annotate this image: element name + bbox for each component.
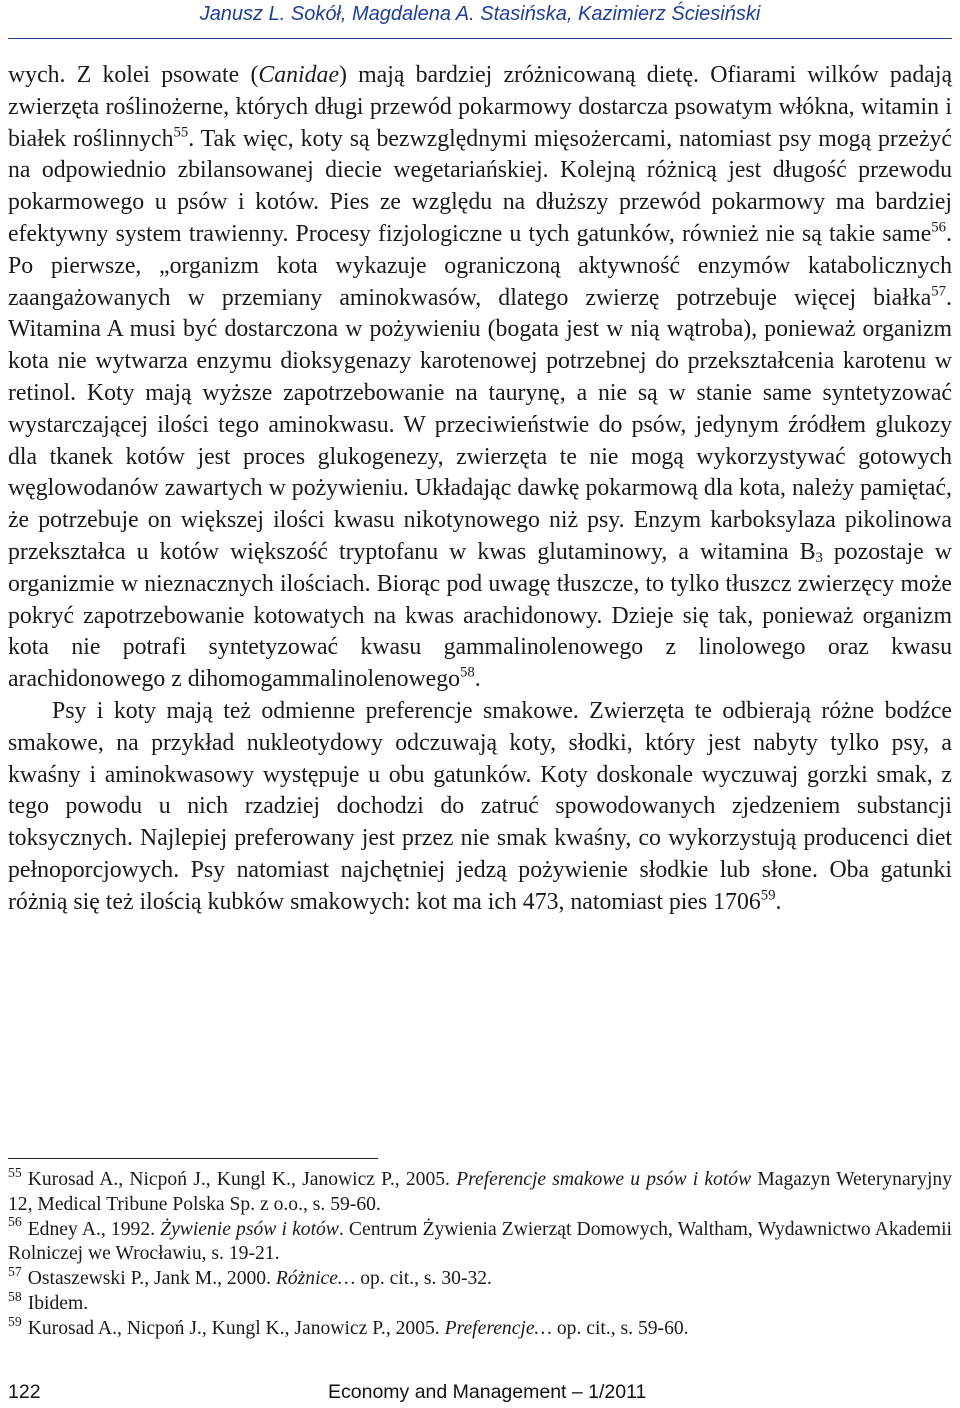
footnote-number: 59 <box>8 1313 22 1329</box>
footnote-text: op. cit., s. 59-60. <box>551 1317 689 1339</box>
footnote-text: Edney A., 1992. <box>27 1218 161 1240</box>
footnote-ref-56[interactable]: 56 <box>931 219 947 236</box>
running-header: Janusz L. Sokół, Magdalena A. Stasińska, Kazimierz Ściesiński <box>199 3 761 25</box>
footnote-ref-57[interactable]: 57 <box>931 283 947 299</box>
journal-title: Economy and Management – 1/2011 <box>328 1381 647 1403</box>
text-run: . <box>775 888 782 915</box>
footnote-number: 58 <box>8 1288 22 1304</box>
footnote-text: Ibidem. <box>27 1292 89 1314</box>
paragraph-2 <box>8 696 952 919</box>
text-run: . Po pierwsze, „organizm kota wykazuje ograniczoną aktywność enzymów katabolicznych zaangażowanych w przemiany aminokwasów, dlatego zwierzę potrzebuje więcej białka <box>8 220 952 311</box>
text-run: wych. Z kolei psowate ( <box>8 62 259 88</box>
footnote-55 <box>8 1164 953 1218</box>
header-divider <box>8 38 952 39</box>
page-number: 122 <box>8 1381 41 1403</box>
footnote-number: 56 <box>8 1214 22 1230</box>
footnote-title: Różnice… <box>275 1268 356 1290</box>
latin-name: Canidae <box>258 62 340 88</box>
footnote-title: Preferencje smakowe u psów i kotów <box>456 1169 752 1190</box>
text-run: . Witamina A musi być dostarczona w pożywieniu (bogata jest w nią wątroba), ponieważ organizm kota nie wytwarza enzymu dioksygenazy karotenowej potrzebnej do przekształcenia karotenu w retinol. Koty mają wyższe zapotrzebowanie na taurynę, a nie są w stanie same syntetyzować wystarczającej ilości tego aminokwasu. W przeciwieństwie do psów, jedynym źródłem glukozy dla tkanek kotów jest proces glukogenezy, zwierzęta te nie mogą wykorzystywać gotowych węglowodanów zawartych w pożywieniu. Układając dawkę pokarmową dla kota, należy pamiętać, że potrzebuje on większej ilości kwasu nikotynowego niż psy. Enzym karboksylaza pikolinowa przekształca u kotów większość tryptofanu w kwas glutaminowy, a witamina B <box>8 284 952 565</box>
footnote-ref-59[interactable]: 59 <box>760 887 776 904</box>
text-run: pozostaje w organizmie w nieznacznych ilościach. Biorąc pod uwagę tłuszcze, to tylko tłuszcz zwierzęcy może pokryć zapotrzebowanie kotowatych na kwas arachidonowy. Dzieje się tak, ponieważ organizm kota nie potrafi syntetyzować kwasu gammalinolenowego z linolowego oraz kwasu arachidonowego z dihomogammalinolenowego <box>8 538 952 693</box>
footnote-text: Ostaszewski P., Jank M., 2000. <box>27 1268 276 1290</box>
footnote-56 <box>8 1214 953 1268</box>
footnote-text: op. cit., s. 30-32. <box>355 1268 492 1290</box>
footnote-ref-58[interactable]: 58 <box>460 664 475 681</box>
text-run: Psy i koty mają też odmienne preferencje smakowe. Zwierzęta te odbierają różne bodźce smakowe, na przykład nukleotydowy odczuwają koty, słodki, który jest nabyty tylko psy, a kwaśny i aminokwasowy występuje u obu gatunków. Koty doskonale wyczuwaj gorzki smak, z tego powodu u nich rzadziej dochodzi do zatruć spowodowanych zjedzeniem substancji toksycznych. Najlepiej preferowany jest przez nie smak kwaśny, co wykorzystują producenci diet pełnoporcjowych. Psy natomiast najchętniej jedzą pożywienie słodkie lub słone. Oba gatunki różnią się też ilością kubków smakowych: kot ma ich 473, natomiast pies 1706 <box>8 697 952 915</box>
footnote-text: Magazyn Weterynaryjny 12, Medical Tribune Polska Sp. z o.o., s. 59-60. <box>8 1169 953 1215</box>
footnote-57 <box>8 1263 952 1292</box>
subscript-3: 3 <box>815 549 823 566</box>
text-run: . Tak więc, koty są bezwzględnymi mięsożercami, natomiast psy mogą przeżyć na odpowiednio zbilansowanej diecie wegetariańskiej. Kolejną różnicą jest długość przewodu pokarmowego u psów i kotów. Pies ze względu na dłuższy przewód pokarmowy ma bardziej efektywny system trawienny. Procesy fizjologiczne u tych gatunków, również nie są takie same <box>8 125 952 247</box>
footnote-divider <box>8 1158 378 1159</box>
footnote-58 <box>8 1288 952 1317</box>
footnotes <box>8 1164 953 1342</box>
footnote-text: Kurosad A., Nicpoń J., Kungl K., Janowicz P., 2005. <box>27 1317 445 1339</box>
paragraph-1 <box>8 60 952 696</box>
footnote-number: 57 <box>8 1263 22 1279</box>
main-text <box>8 60 952 919</box>
footnote-text: . Centrum Żywienia Zwierząt Domowych, Waltham, Wydawnictwo Akademii Rolniczej we Wrocławiu, s. 19-21. <box>8 1218 953 1265</box>
footnote-number: 55 <box>8 1164 22 1180</box>
text-run: ) mają bardziej zróżnicowaną dietę. Ofiarami wilków padają zwierzęta roślinożerne, których długi przewód pokarmowy dostarcza psowatym włókna, witamin i białek roślinnych <box>8 62 953 152</box>
footnote-ref-55[interactable]: 55 <box>173 124 189 141</box>
text-run: . <box>474 666 481 693</box>
footnote-title: Żywienie psów i kotów <box>160 1218 339 1240</box>
footnote-text: Kurosad A., Nicpoń J., Kungl K., Janowicz P., 2005. <box>27 1169 457 1190</box>
footnote-59 <box>8 1313 952 1342</box>
footnote-title: Preferencje… <box>444 1317 552 1339</box>
